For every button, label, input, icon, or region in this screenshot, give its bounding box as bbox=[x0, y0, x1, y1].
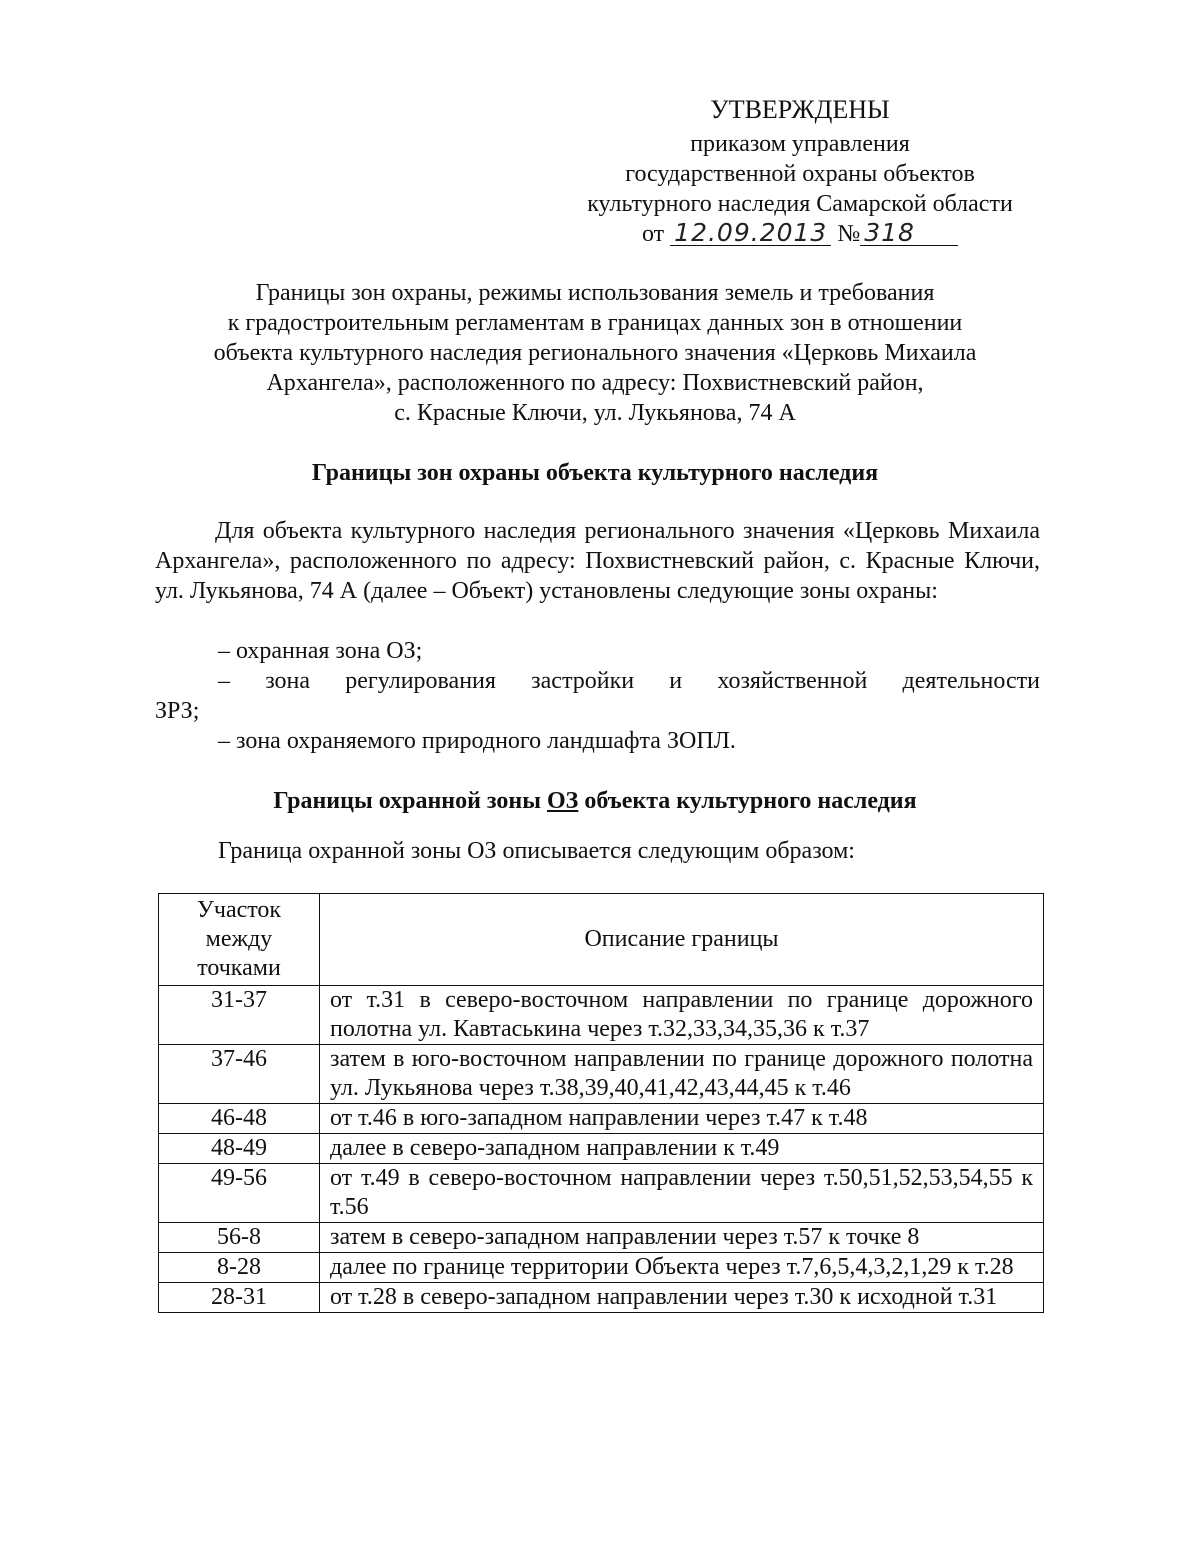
header-segment-line: между bbox=[205, 926, 273, 952]
table-row bbox=[159, 1134, 1044, 1164]
heading-text: объекта культурного наследия bbox=[578, 788, 917, 814]
zone-item-zrz-line bbox=[155, 666, 1040, 696]
zone-item-zopl: – зона охраняемого природного ландшафта ЗОПЛ. bbox=[218, 728, 736, 754]
segment-cell: 8-28 bbox=[159, 1253, 320, 1283]
title-line: к градостроительным регламентам в границах данных зон в отношении bbox=[227, 310, 963, 336]
description-cell: далее по границе территории Объекта через т.7,6,5,4,3,2,1,29 к т.28 bbox=[320, 1253, 1044, 1283]
zone-word: – bbox=[218, 668, 230, 694]
table-row bbox=[159, 1104, 1044, 1134]
zone-word: деятельности bbox=[902, 668, 1040, 694]
section-heading-oz bbox=[100, 786, 1090, 816]
segment-cell: 48-49 bbox=[159, 1134, 320, 1164]
document-title bbox=[150, 278, 1040, 428]
table-row bbox=[159, 1045, 1044, 1104]
number-prefix: № bbox=[837, 221, 861, 247]
table-intro: Граница охранной зоны ОЗ описывается следующим образом: bbox=[218, 838, 855, 864]
zones-paragraph: Для объекта культурного наследия регионального значения «Церковь Михаила Архангела», расположенного по адресу: Похвистневский район, с. Красные Ключи, ул. Лукьянова, 74 А (далее – Объект) установлены следующие зоны охраны: bbox=[155, 518, 1040, 604]
title-line: с. Красные Ключи, ул. Лукьянова, 74 А bbox=[394, 400, 796, 426]
title-line: Архангела», расположенного по адресу: Похвистневский район, bbox=[266, 370, 924, 396]
segment-cell: 37-46 bbox=[159, 1045, 320, 1104]
header-segment-line: Участок bbox=[196, 897, 282, 923]
segment-cell: 56-8 bbox=[159, 1223, 320, 1253]
segment-cell: 31-37 bbox=[159, 986, 320, 1045]
approval-heading: УТВЕРЖДЕНЫ bbox=[710, 95, 890, 124]
section-heading-zones: Границы зон охраны объекта культурного наследия bbox=[311, 460, 879, 486]
zone-word: и bbox=[669, 668, 683, 694]
description-cell: от т.31 в северо-восточном направлении по границе дорожного полотна ул. Кавтаськина через т.32,33,34,35,36 к т.37 bbox=[320, 986, 1044, 1045]
segment-cell: 46-48 bbox=[159, 1104, 320, 1134]
table-row bbox=[159, 1283, 1044, 1313]
zone-word: хозяйственной bbox=[717, 668, 868, 694]
approval-line: культурного наследия Самарской области bbox=[587, 191, 1013, 217]
zone-item-oz: – охранная зона ОЗ; bbox=[218, 638, 423, 664]
title-line: объекта культурного наследия регионального значения «Церковь Михаила bbox=[213, 340, 977, 366]
segment-cell: 49-56 bbox=[159, 1164, 320, 1223]
heading-text: Границы охранной зоны bbox=[273, 788, 547, 814]
table-row bbox=[159, 1223, 1044, 1253]
segment-cell: 28-31 bbox=[159, 1283, 320, 1313]
zone-word: зона bbox=[265, 668, 311, 694]
zone-item-zrz-tail: ЗРЗ; bbox=[155, 698, 200, 724]
approval-line: приказом управления bbox=[690, 131, 910, 157]
table-row bbox=[159, 986, 1044, 1045]
approval-line: государственной охраны объектов bbox=[625, 161, 975, 187]
description-cell: от т.28 в северо-западном направлении через т.30 к исходной т.31 bbox=[320, 1283, 1044, 1313]
description-cell: далее в северо-западном направлении к т.49 bbox=[320, 1134, 1044, 1164]
header-segment-line: точками bbox=[197, 955, 281, 981]
description-cell: затем в юго-восточном направлении по границе дорожного полотна ул. Лукьянова через т.38,39,40,41,42,43,44,45 к т.46 bbox=[320, 1045, 1044, 1104]
table-row bbox=[159, 1253, 1044, 1283]
zone-word: застройки bbox=[531, 668, 635, 694]
approval-stamp-block bbox=[560, 95, 1040, 249]
heading-underlined-abbr: ОЗ bbox=[547, 788, 579, 814]
boundary-table bbox=[158, 893, 1044, 1313]
table-header-row bbox=[159, 894, 1044, 986]
zone-word: регулирования bbox=[345, 668, 496, 694]
header-description-cell: Описание границы bbox=[320, 894, 1044, 986]
handwritten-date: 12.09.2013 bbox=[670, 221, 831, 246]
description-cell: от т.46 в юго-западном направлении через т.47 к т.48 bbox=[320, 1104, 1044, 1134]
description-cell: от т.49 в северо-восточном направлении через т.50,51,52,53,54,55 к т.56 bbox=[320, 1164, 1044, 1223]
handwritten-order-number: 318 bbox=[860, 221, 958, 246]
description-cell: затем в северо-западном направлении через т.57 к точке 8 bbox=[320, 1223, 1044, 1253]
approval-date-line bbox=[560, 219, 1040, 249]
date-prefix: от bbox=[642, 221, 665, 247]
title-line: Границы зон охраны, режимы использования земель и требования bbox=[255, 280, 935, 306]
table-row bbox=[159, 1164, 1044, 1223]
header-segment-cell bbox=[159, 894, 320, 986]
zone-item-zrz bbox=[155, 666, 1040, 726]
